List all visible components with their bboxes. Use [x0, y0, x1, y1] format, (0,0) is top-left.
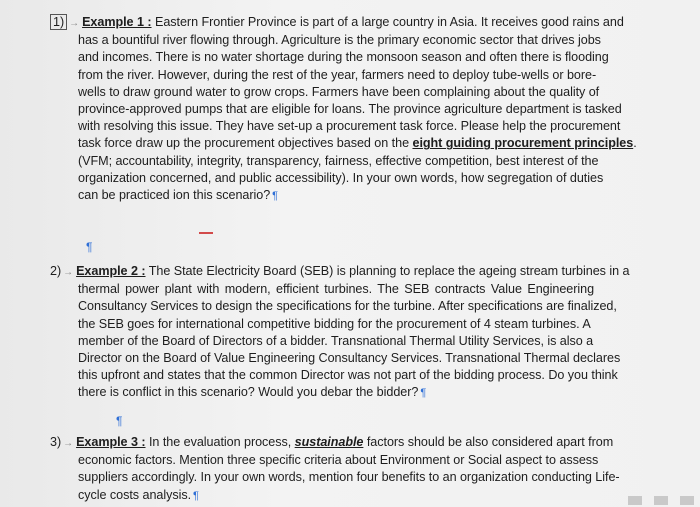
q2-text-8: there is conflict in this scenario? Would you debar the bidder? — [78, 385, 419, 400]
q3-line-4 — [78, 487, 638, 505]
q2-number: 2) — [50, 264, 62, 278]
q1-label: Example 1 : — [82, 15, 152, 29]
tab-arrow-icon: → — [63, 438, 74, 449]
q2-label: Example 2 : — [76, 264, 146, 278]
question-3 — [50, 434, 638, 505]
q3-text-1c: factors should be also considered apart from — [363, 435, 614, 449]
q1-line-3: and incomes. There is no water shortage during the monsoon season and often there is flooding — [78, 50, 609, 65]
question-1 — [53, 14, 638, 205]
q1-text-8a: task force draw up the procurement objectives based on the — [78, 136, 413, 151]
q1-line-4: from the river. However, during the rest of the year, farmers need to deploy tube-wells or bore- — [78, 67, 597, 82]
q1-text-8c: . — [633, 136, 637, 151]
q2-line-1 — [50, 263, 638, 281]
q3-text-1a: In the evaluation process, — [148, 435, 295, 449]
q1-text-1: Eastern Frontier Province is part of a large country in Asia. It receives good rains and — [154, 15, 624, 29]
q1-line-7: with resolving this issue. They have set-up a procurement task force. Please help the procurement — [78, 119, 621, 134]
q3-line-2: economic factors. Mention three specific criteria about Environment or Social aspect to assess — [78, 453, 599, 468]
q1-number: 1) — [50, 14, 67, 30]
q2-line-4: the SEB goes for international competitive bidding for the procurement of 4 steam turbines. A — [78, 316, 591, 331]
q2-line-3: Consultancy Services to design the specifications for the turbine. After specifications are finalized, — [78, 299, 617, 314]
q3-number: 3) — [50, 435, 62, 449]
q3-sustainable: sustainable — [294, 435, 364, 449]
q1-line-9: (VFM; accountability, integrity, transparency, fairness, effective competition, best interest of the — [78, 153, 599, 168]
q1-principles: eight guiding procurement principles — [412, 136, 634, 151]
q2-line-6: Director on the Board of Value Engineering Consultancy Services. Transnational Thermal declares — [78, 351, 621, 366]
pilcrow-icon: ¶ — [272, 190, 279, 203]
tab-arrow-icon: → — [69, 18, 80, 29]
zoom-icon[interactable] — [680, 496, 694, 505]
q2-text-1: The State Electricity Board (SEB) is planning to replace the ageing stream turbines in a — [148, 264, 630, 278]
q2-line-2: thermal power plant with modern, efficient turbines. The SEB contracts Value Engineering — [78, 282, 595, 297]
pilcrow-icon: ¶ — [420, 387, 427, 400]
q2-line-5: member of the Board of Directors of a bidder. Transnational Thermal Utility Services, is also a — [78, 333, 594, 348]
q1-line-8 — [78, 135, 638, 152]
q1-line-6: province-approved pumps that are eligible for loans. The province agriculture department is tasked — [78, 102, 622, 117]
q3-text-4: cycle costs analysis. — [78, 487, 192, 502]
q2-line-7: this upfront and states that the common Director was not part of the bidding process. Do you think — [78, 368, 618, 383]
blank-pilcrow-2: ¶ — [116, 414, 123, 428]
blank-pilcrow-1: ¶ — [86, 240, 93, 254]
q3-label: Example 3 : — [76, 435, 146, 449]
spelling-marker — [199, 232, 213, 234]
q1-line-11 — [78, 187, 638, 205]
q1-line-5: wells to draw ground water to grow crops. Farmers have been complaining about the quality of — [78, 84, 600, 99]
q3-line-3: suppliers accordingly. In your own words, mention four benefits to an organization conducting Life- — [78, 470, 620, 485]
q3-line-1 — [50, 434, 638, 452]
q1-line-2: has a bountiful river flowing through. Agriculture is the primary economic sector that drives jobs — [78, 33, 601, 48]
layout-icon[interactable] — [628, 496, 642, 505]
view-icon[interactable] — [654, 496, 668, 505]
q1-text-11: can be practiced ion this scenario? — [78, 188, 271, 203]
question-2 — [50, 263, 638, 403]
q1-line-1 — [50, 14, 638, 32]
q1-line-10: organization concerned, and public accessibility). In your own words, how segregation of duties — [78, 170, 604, 185]
q2-line-8 — [78, 384, 638, 402]
pilcrow-icon: ¶ — [193, 489, 199, 502]
tab-arrow-icon: → — [63, 267, 74, 278]
status-bar-icons — [574, 493, 700, 507]
